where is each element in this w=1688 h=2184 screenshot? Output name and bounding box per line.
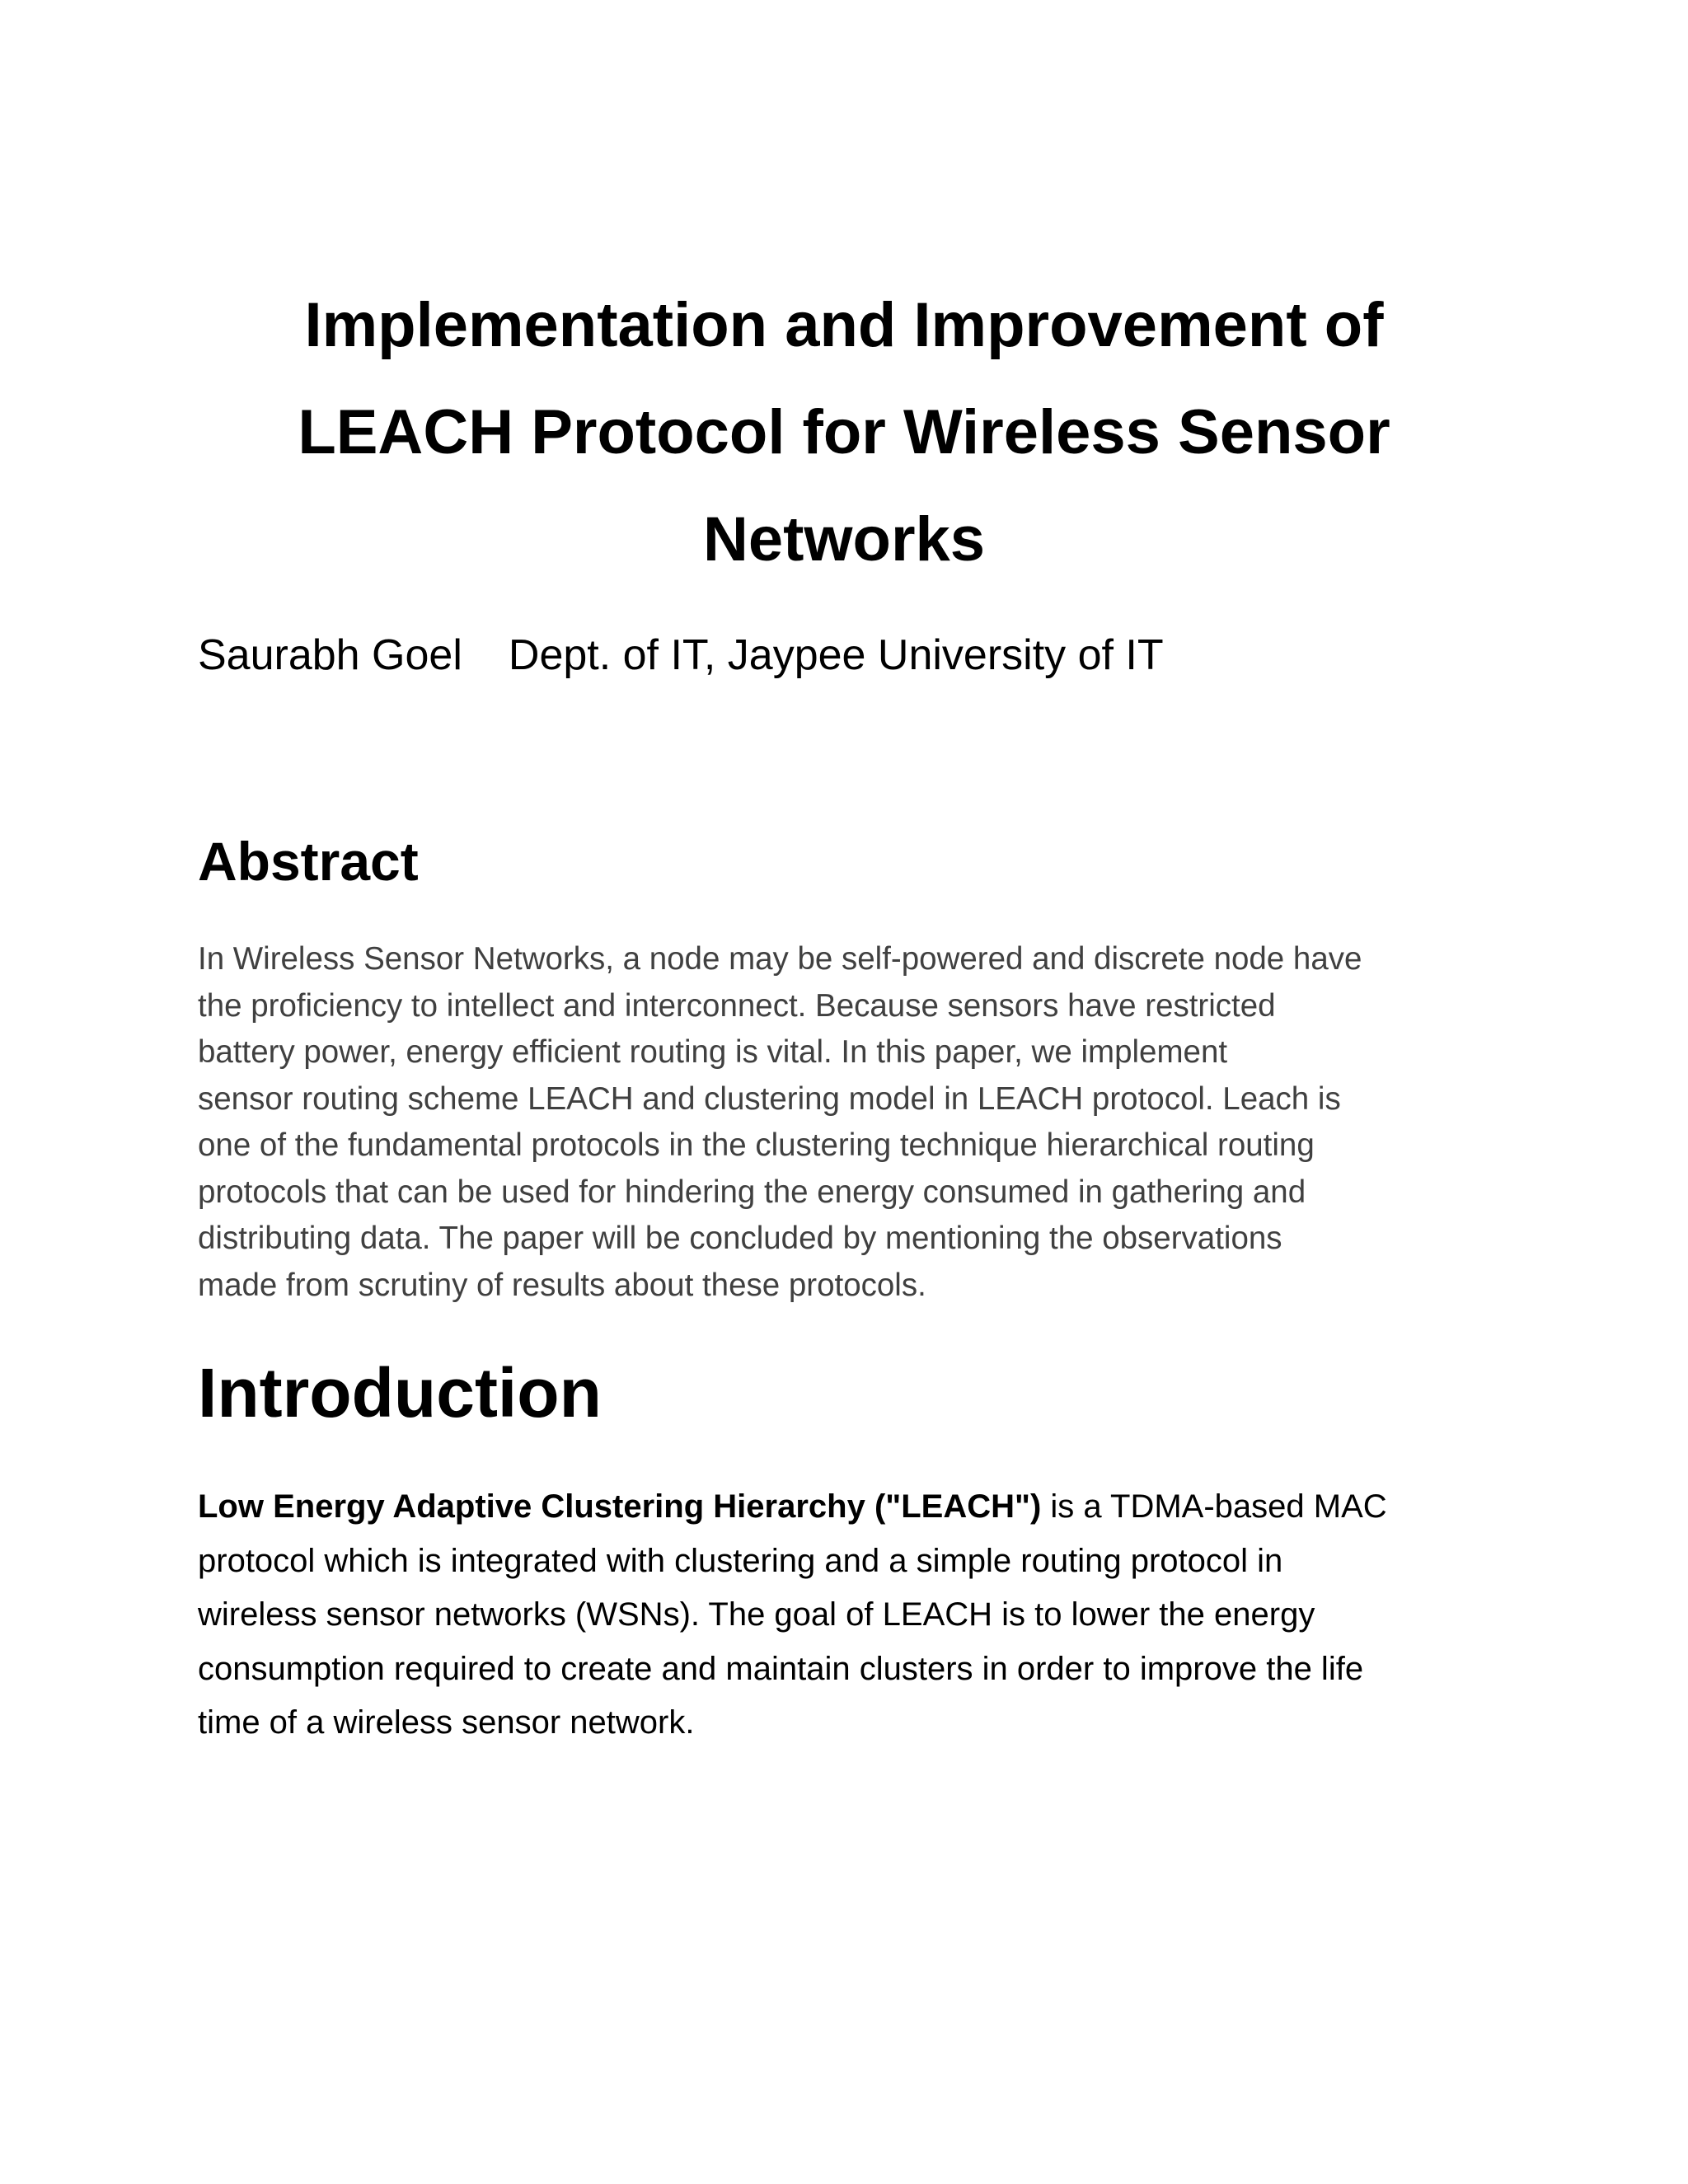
introduction-line (198, 1480, 1533, 1535)
abstract-line: one of the fundamental protocols in the clustering technique hierarchical routing (198, 1127, 1315, 1163)
abstract-paragraph (198, 936, 1517, 1309)
paper-title-line-2: LEACH Protocol for Wireless Sensor (298, 397, 1390, 467)
paper-title (165, 272, 1523, 593)
introduction-heading: Introduction (198, 1354, 602, 1432)
paper-title-line-1: Implementation and Improvement of (304, 290, 1384, 360)
abstract-line: sensor routing scheme LEACH and clustering model in LEACH protocol. Leach is (198, 1080, 1341, 1117)
introduction-line: protocol which is integrated with clustering and a simple routing protocol in (198, 1542, 1283, 1579)
abstract-line: protocols that can be used for hindering the energy consumed in gathering and (198, 1174, 1306, 1210)
author-name: Saurabh Goel (198, 631, 462, 679)
introduction-line-1-rest: is a TDMA-based MAC (1041, 1488, 1387, 1525)
leach-bold-term: Low Energy Adaptive Clustering Hierarchy ("LEACH") (198, 1488, 1042, 1525)
abstract-line: the proficiency to intellect and interconnect. Because sensors have restricted (198, 987, 1276, 1024)
abstract-line: battery power, energy efficient routing is vital. In this paper, we implement (198, 1034, 1228, 1070)
paper-title-line-3: Networks (702, 504, 986, 574)
author-line (198, 626, 1164, 684)
abstract-line: distributing data. The paper will be concluded by mentioning the observations (198, 1221, 1282, 1256)
abstract-heading: Abstract (198, 831, 419, 892)
introduction-line: time of a wireless sensor network. (198, 1704, 695, 1741)
introduction-line: wireless sensor networks (WSNs). The goal of LEACH is to lower the energy (198, 1596, 1315, 1633)
introduction-line: consumption required to create and maintain clusters in order to improve the life (198, 1650, 1364, 1687)
abstract-line: made from scrutiny of results about these protocols. (198, 1267, 926, 1303)
author-affiliation: Dept. of IT, Jaypee University of IT (508, 631, 1164, 679)
abstract-line: In Wireless Sensor Networks, a node may be self-powered and discrete node have (198, 941, 1362, 977)
introduction-paragraph (198, 1480, 1533, 1750)
